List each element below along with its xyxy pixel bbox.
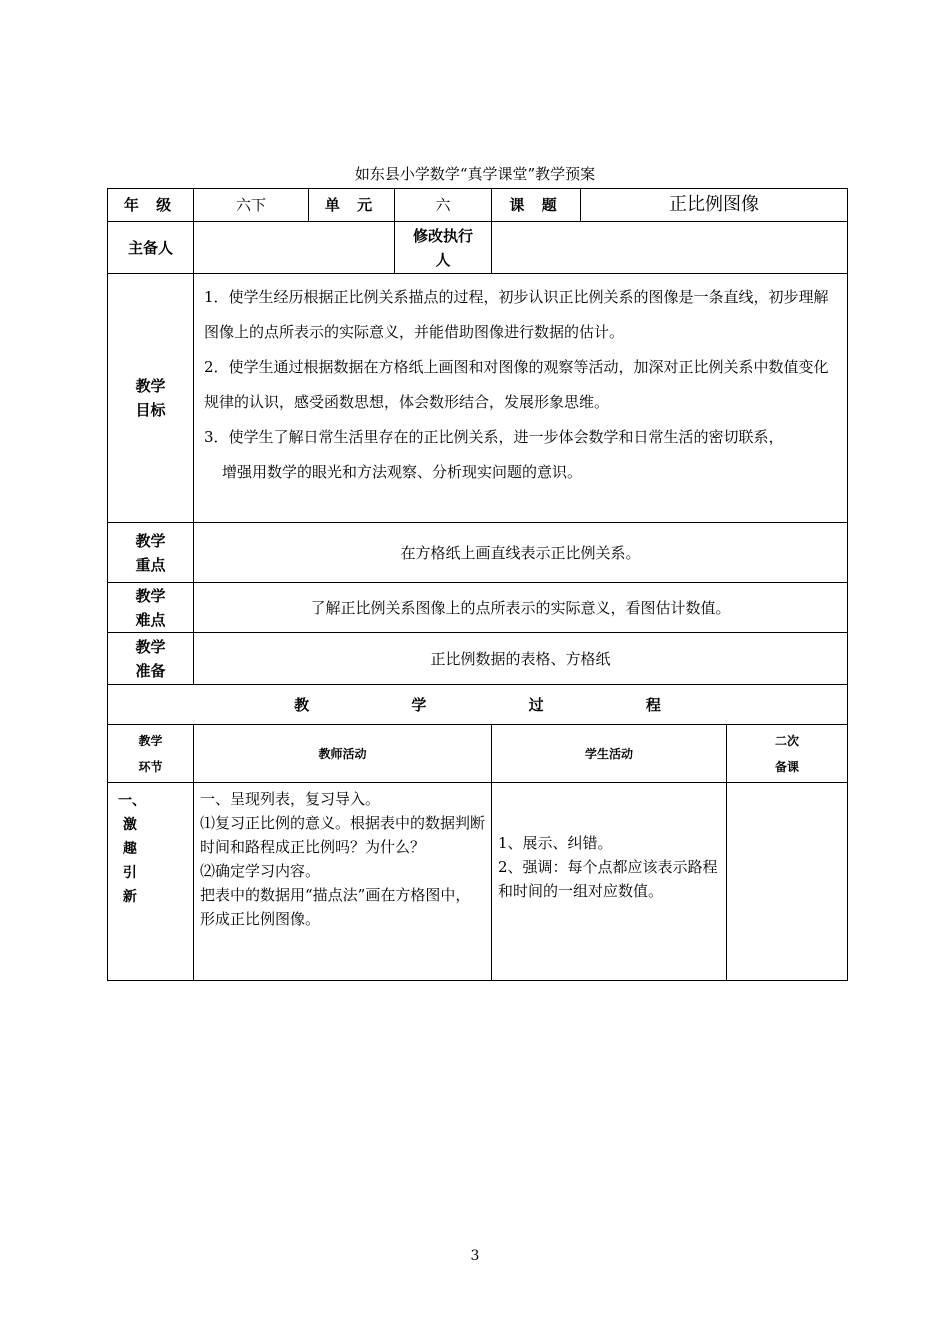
col-student-header: 学生活动 — [492, 725, 727, 783]
unit-value: 六 — [395, 189, 492, 222]
difficulty-label — [108, 583, 194, 633]
process-title-char: 教 — [294, 695, 310, 714]
author-label: 主备人 — [108, 222, 194, 274]
goal-item: 增强用数学的眼光和方法观察、分析现实问题的意识。 — [222, 463, 583, 481]
stage-cell — [108, 783, 194, 981]
process-title-char: 过 — [528, 695, 544, 714]
stage-line: 新 — [118, 889, 137, 905]
difficulty-label-line2: 难点 — [135, 610, 166, 629]
student-activity-line: 1、展示、纠错。 — [498, 834, 613, 852]
student-activity-cell — [492, 783, 727, 981]
key-point-row — [108, 523, 848, 583]
process-header-row — [108, 725, 848, 783]
difficulty-value: 了解正比例关系图像上的点所表示的实际意义，看图估计数值。 — [194, 583, 848, 633]
stage-line: 一、 — [118, 793, 146, 809]
second-prep-cell — [727, 783, 848, 981]
topic-label: 课 题 — [492, 189, 581, 222]
goals-label-line2: 目标 — [135, 401, 166, 419]
process-title — [108, 685, 848, 725]
author-row — [108, 222, 848, 274]
col-second-line1: 二次 — [774, 733, 799, 748]
document-title: 如东县小学数学“真学课堂”教学预案 — [354, 165, 596, 183]
grade-label: 年 级 — [108, 189, 194, 222]
author-value — [194, 222, 395, 274]
page-number: 3 — [470, 1248, 480, 1264]
preparation-label-line1: 教学 — [135, 637, 166, 656]
preparation-label — [108, 633, 194, 685]
student-activity-line: 2、强调：每个点都应该表示路程和时间的一组对应数值。 — [498, 858, 718, 900]
goals-row — [108, 274, 848, 523]
teacher-activity-line: 一、呈现列表，复习导入。 — [200, 790, 381, 808]
key-point-value: 在方格纸上画直线表示正比例关系。 — [194, 523, 848, 583]
col-stage-line1: 教学 — [138, 733, 163, 748]
process-title-char: 学 — [411, 695, 427, 714]
goals-label-line1: 教学 — [135, 377, 166, 395]
preparation-value: 正比例数据的表格、方格纸 — [194, 633, 848, 685]
goal-item: 2．使学生通过根据数据在方格纸上画图和对图像的观察等活动，加深对正比例关系中数值变化规律的认识，感受函数思想，体会数形结合，发展形象思维。 — [204, 358, 829, 411]
goal-item: 1．使学生经历根据正比例关系描点的过程，初步认识正比例关系的图像是一条直线，初步理解图像上的点所表示的实际意义，并能借助图像进行数据的估计。 — [204, 288, 829, 341]
grade-value: 六下 — [194, 189, 309, 222]
executor-label: 修改执行人 — [395, 222, 492, 274]
key-point-label-line2: 重点 — [135, 555, 166, 574]
process-title-row — [108, 685, 848, 725]
col-second-line2: 备课 — [774, 759, 799, 774]
col-teacher-header: 教师活动 — [194, 725, 492, 783]
executor-value — [492, 222, 848, 274]
preparation-row — [108, 633, 848, 685]
stage-line: 激 — [118, 817, 137, 833]
col-second-header — [727, 725, 848, 783]
preparation-label-line2: 准备 — [135, 661, 166, 680]
goals-label — [108, 274, 194, 523]
teacher-activity-line: ⑵确定学习内容。 — [200, 862, 321, 880]
stage-line: 趣 — [118, 841, 137, 857]
process-title-char: 程 — [645, 695, 661, 714]
key-point-label — [108, 523, 194, 583]
topic-value: 正比例图像 — [581, 189, 848, 222]
difficulty-row — [108, 583, 848, 633]
goals-content — [194, 274, 848, 523]
teacher-activity-line: ⑴复习正比例的意义。根据表中的数据判断时间和路程成正比例吗？为什么？ — [200, 814, 486, 856]
teacher-activity-cell — [194, 783, 492, 981]
col-stage-line2: 环节 — [138, 759, 163, 774]
key-point-label-line1: 教学 — [135, 531, 166, 550]
goal-item: 3．使学生了解日常生活里存在的正比例关系，进一步体会数学和日常生活的密切联系， — [204, 428, 784, 446]
stage-line: 引 — [118, 865, 137, 881]
col-stage-header — [108, 725, 194, 783]
header-row — [108, 189, 848, 222]
unit-label: 单 元 — [309, 189, 395, 222]
lesson-plan-table — [107, 188, 848, 981]
difficulty-label-line1: 教学 — [135, 586, 166, 605]
table-row — [108, 783, 848, 981]
teacher-activity-line: 把表中的数据用“描点法”画在方格图中，形成正比例图像。 — [200, 886, 471, 928]
